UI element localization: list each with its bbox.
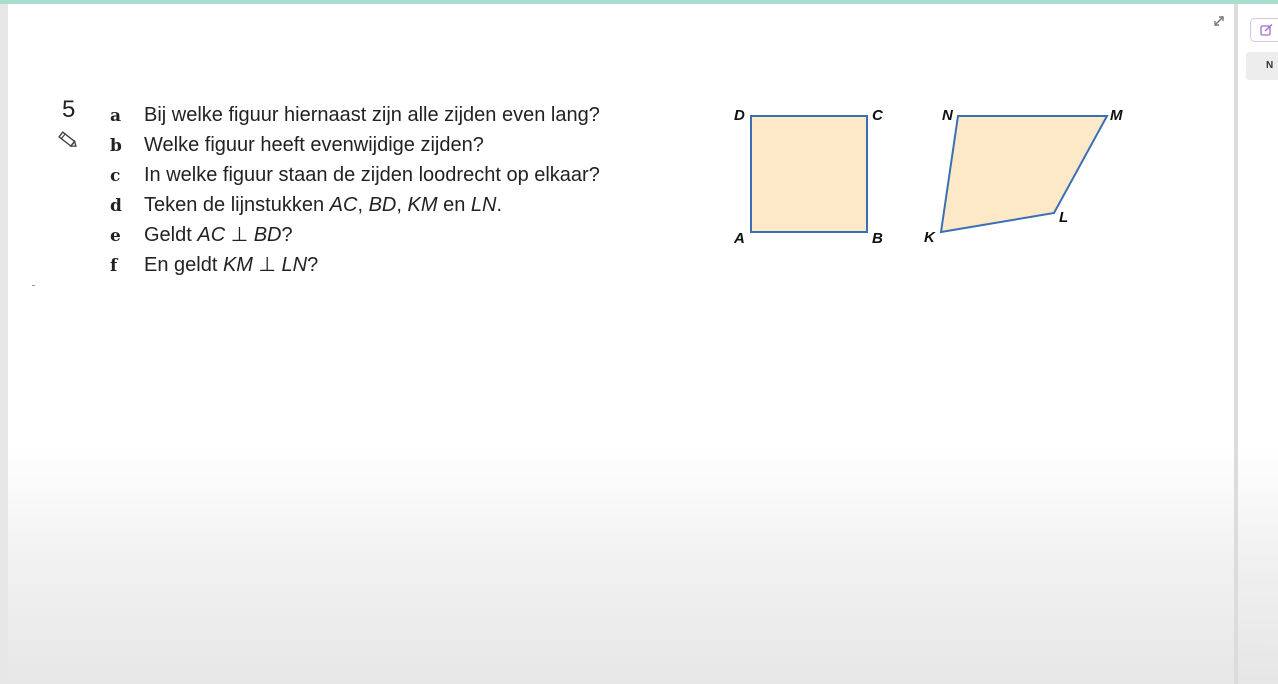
question-text <box>144 164 600 186</box>
math-term: LN <box>281 254 308 276</box>
text-run: ⊥ <box>252 254 282 276</box>
text-run: Welke figuur heeft evenwijdige zijden? <box>144 134 484 156</box>
question-c <box>110 160 600 190</box>
question-letter: b <box>110 136 122 156</box>
label-l: L <box>1059 209 1069 226</box>
text-run: ⊥ <box>225 224 254 246</box>
expand-icon[interactable] <box>1210 12 1228 30</box>
label-m: M <box>1110 107 1123 124</box>
math-term: KM <box>222 254 253 276</box>
question-text <box>144 224 293 246</box>
label-d: D <box>734 107 745 124</box>
question-text <box>144 104 600 126</box>
question-text <box>144 194 502 216</box>
math-term: BD <box>368 194 397 216</box>
square-abcd <box>751 116 867 232</box>
side-panel <box>1238 4 1278 684</box>
question-list <box>110 100 600 280</box>
exercise-number: 5 <box>62 96 76 123</box>
question-letter: e <box>110 226 121 246</box>
text-run: Bij welke figuur hiernaast zijn alle zijden even lang? <box>144 104 600 126</box>
question-text <box>144 254 318 276</box>
math-term: AC <box>197 224 226 246</box>
math-term: KM <box>407 194 438 216</box>
text-run: ? <box>307 254 319 276</box>
label-c: C <box>872 107 883 124</box>
math-term: LN <box>470 194 497 216</box>
pencil-icon <box>56 130 80 150</box>
label-b: B <box>872 230 883 247</box>
question-d <box>110 190 600 220</box>
label-a: A <box>734 230 745 247</box>
label-n: N <box>942 107 953 124</box>
edit-icon <box>1260 24 1274 36</box>
text-run: ? <box>281 224 293 246</box>
question-f <box>110 250 600 280</box>
question-text <box>144 134 484 156</box>
text-run: Geldt <box>144 224 198 246</box>
question-e <box>110 220 600 250</box>
geometry-figures <box>720 96 1140 256</box>
quadrilateral-klmn <box>941 116 1107 232</box>
question-letter: d <box>110 196 122 216</box>
question-a <box>110 100 600 130</box>
question-b <box>110 130 600 160</box>
label-k: K <box>924 229 935 246</box>
text-run: . <box>496 194 503 216</box>
question-letter: a <box>110 106 122 126</box>
left-border <box>0 4 8 684</box>
text-run: , <box>396 194 408 216</box>
text-run: Teken de lijnstukken <box>144 194 330 216</box>
text-run: In welke figuur staan de zijden loodrecht op elkaar? <box>144 164 600 186</box>
text-run: En geldt <box>144 254 223 276</box>
math-term: BD <box>253 224 282 246</box>
page-mark <box>32 285 35 286</box>
text-run: , <box>357 194 369 216</box>
math-term: AC <box>329 194 358 216</box>
side-panel-tab[interactable]: N <box>1246 52 1278 80</box>
text-run: en <box>437 194 471 216</box>
question-letter: f <box>110 256 118 276</box>
edit-button[interactable] <box>1250 18 1278 42</box>
question-letter: c <box>110 166 121 186</box>
